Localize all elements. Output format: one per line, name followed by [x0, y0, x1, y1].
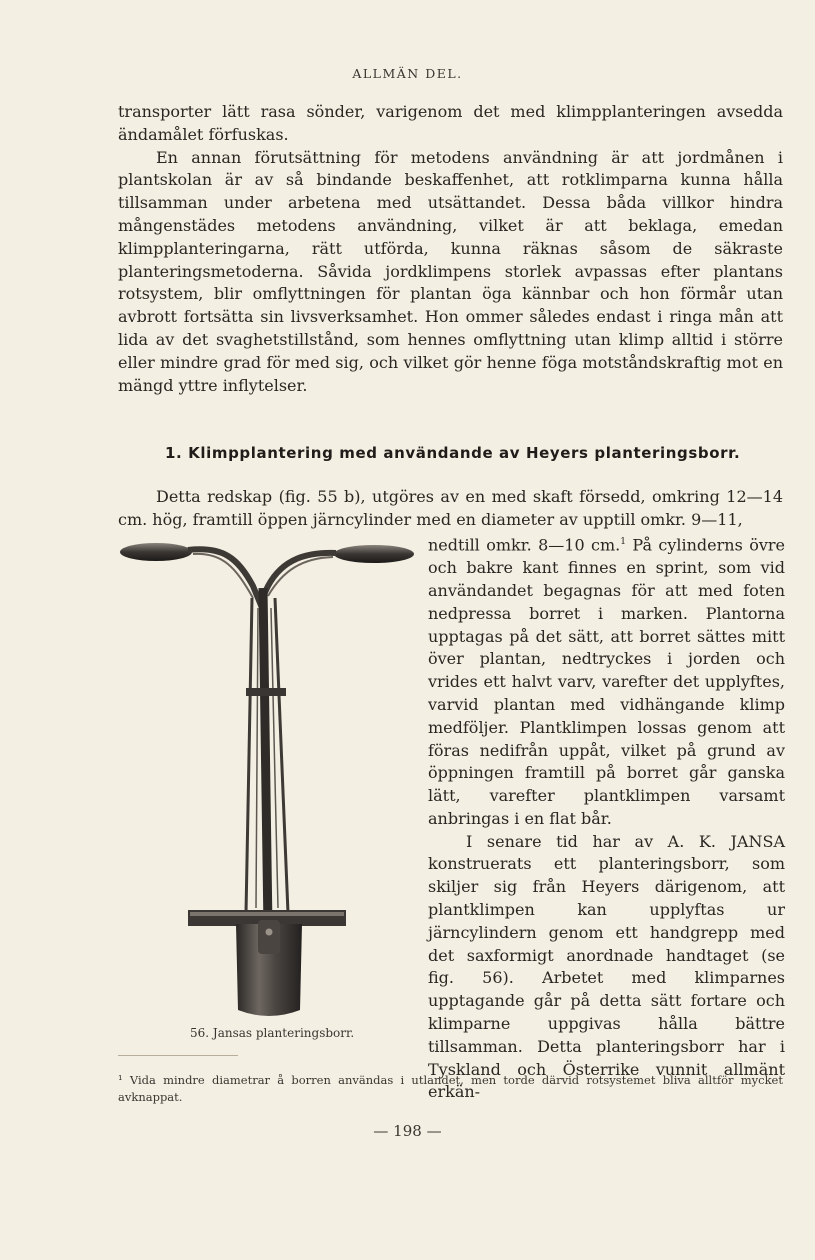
upper-crossbar — [246, 688, 286, 696]
center-shaft — [263, 588, 268, 928]
paragraph-tool-usage — [428, 531, 785, 831]
left-handle-grip — [120, 543, 192, 561]
section-heading: 1. Klimpplantering med användande av Heyers planteringsborr. — [165, 444, 741, 462]
paragraph-tool-usage-rest: På cylinderns övre och bakre kant finnes en sprint, som vid användandet begagnas för att med foten nedpressa borret i marken. Plantorna upptagas på det sätt, att borret sättes mitt över plantan, nedtryckes i jorden och vrides ett halvt varv, varefter det upplyftes, varvid plantan med vidhängande klimp medföljer. Plantklimpen lossas genom att föras nedifrån uppåt, vilket på grund av öppningen framtill på borret går ganska lätt, varefter plantklimpen varsamt anbringas i en flat bår. — [428, 535, 785, 828]
footnote-divider — [118, 1055, 238, 1056]
paragraph-jansa: I senare tid har av A. K. JANSA konstruerats ett planteringsborr, som skiljer sig från Heyers därigenom, att plantklimpen kan upplyftas ur järncylindern genom ett handgrepp med det saxformigt anordnade handtaget (se fig. 56). Arbetet med klimparnes upptagande går på detta sätt fortare och klimparne uppgivas hålla bättre tillsamman. Detta planteringsborr har i Tyskland och Österrike vunnit allmänt erkän- — [428, 831, 785, 1102]
paragraph-tool-usage-start: nedtill omkr. 8—10 cm. — [428, 535, 621, 555]
clamp-bolt — [266, 929, 273, 936]
figure-caption: 56. Jansas planteringsborr. — [190, 1026, 355, 1040]
body-text-right-column — [428, 531, 785, 1104]
paragraph-conditions: En annan förutsättning för metodens användning är att jordmånen i plantskolan är av så bindande beskaffenhet, att rotklimparna kunna hålla tillsamman under arbetena med utsättandet. Dessa båda villkor hindra mångenstädes metodens användning, vilket är att beklaga, emedan klimpplanteringarna, rätt utförda, kunna räknas såsom de säkraste planteringsmetoderna. Såvida jordklimpens storlek avpassas efter plantans rotsystem, blir omflyttningen för plantan öga kännbar och hon förmår utan avbrott fortsätta sin livsverksamhet. Hon ommer således endast i ringa mån att lida av det svaghetstillstånd, som hennes omflyttning utan klimp alltid i större eller mindre grad för med sig, och vilket gör henne föga motståndskraftig mot en mängd yttre inflytelser. — [118, 147, 783, 395]
body-text-top — [118, 101, 783, 397]
running-head: ALLMÄN DEL. — [352, 66, 463, 81]
paragraph-tool-description: Detta redskap (fig. 55 b), utgöres av en med skaft försedd, omkring 12—14 cm. hög, framtill öppen järncylinder med en diameter av upptill omkr. 9—11, — [118, 487, 783, 529]
footnote-marker: 1 — [620, 537, 626, 547]
left-rod-inner — [256, 608, 258, 908]
footnote: ¹ Vida mindre diametrar å borren användas i utlandet, men torde därvid rotsystemet bliva alltför mycket avknappat. — [118, 1073, 783, 1104]
cylinder-clamp — [258, 920, 280, 954]
page-number: — 198 — — [373, 1122, 442, 1140]
planting-auger-illustration — [118, 528, 418, 1028]
left-rod-outer — [246, 598, 252, 913]
body-text-intro — [118, 486, 783, 532]
paragraph-continuation: transporter lätt rasa sönder, varigenom det med klimpplanteringen avsedda ändamålet förfuskas. — [118, 102, 783, 144]
foot-bar-highlight — [190, 912, 344, 916]
right-handle-grip — [334, 545, 414, 563]
